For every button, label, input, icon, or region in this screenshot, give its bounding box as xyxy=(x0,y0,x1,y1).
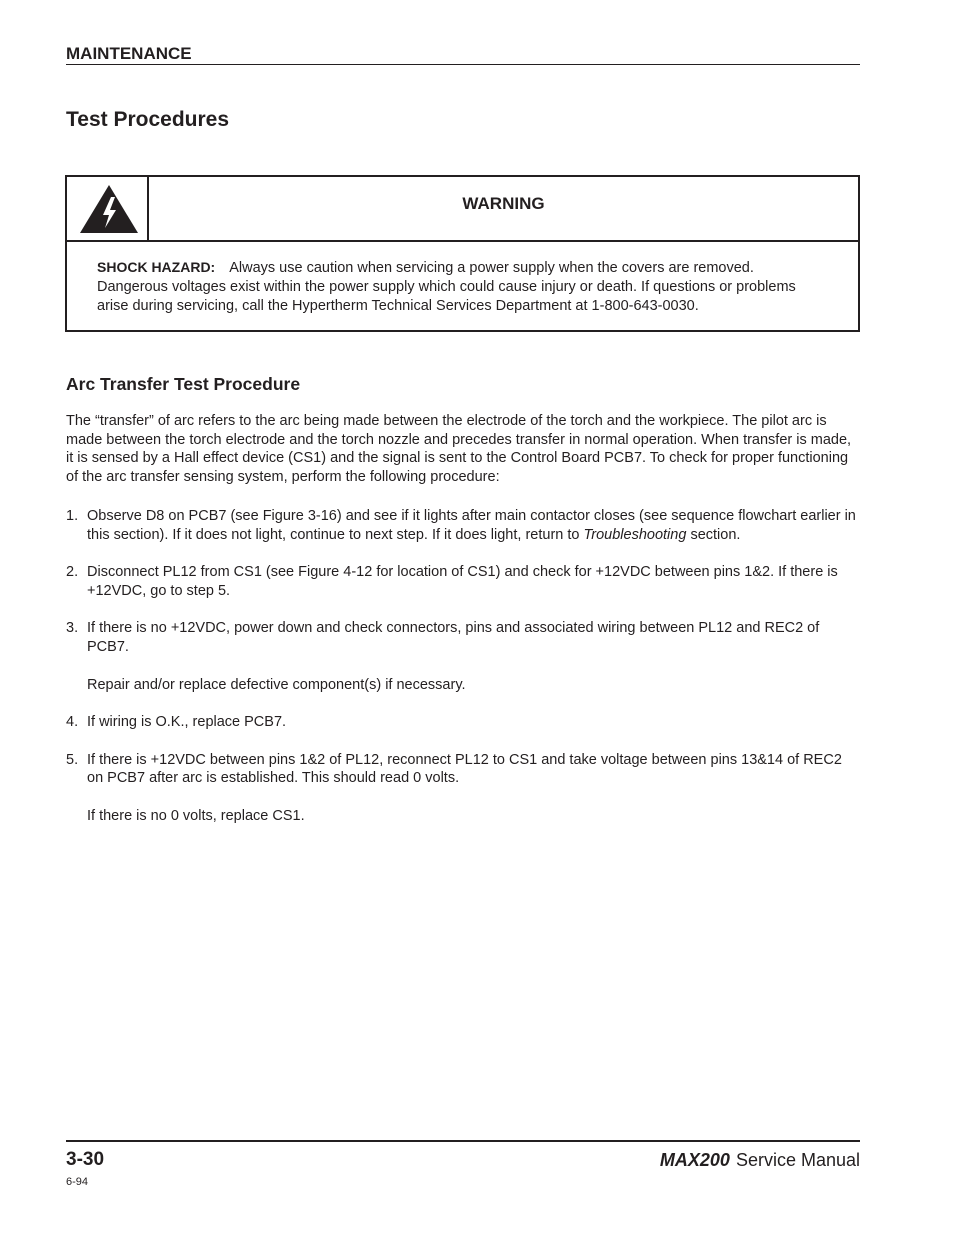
footer-rule xyxy=(66,1140,860,1142)
procedure-step-1 xyxy=(66,507,860,544)
step-text: Observe D8 on PCB7 (see Figure 3-16) and see if it lights after main contactor closes (see sequence flowchart earlier in this section). If it does not light, continue to next step. If it does light, return to xyxy=(87,508,856,543)
procedure-steps xyxy=(66,507,860,826)
step-number: 2. xyxy=(66,564,79,581)
warning-text xyxy=(97,258,827,316)
warning-body: Always use caution when servicing a power supply when the covers are removed. Dangerous voltages exist within the power supply which could cause injury or death. If questions or problems arise during servicing, call the Hypertherm Technical Services Department at 1-800-643-0030. xyxy=(97,260,796,314)
procedure-step-2 xyxy=(66,563,860,600)
step-text: If there is +12VDC between pins 1&2 of PL12, reconnect PL12 to CS1 and take voltage between pins 13&14 of REC2 on PCB7 after arc is established. This should read 0 volts. xyxy=(87,751,842,787)
page-number: 3-30 xyxy=(66,1149,105,1170)
step-5-note: If there is no 0 volts, replace CS1. xyxy=(87,807,305,824)
step-3-note: Repair and/or replace defective component(s) if necessary. xyxy=(87,676,466,693)
shock-hazard-icon xyxy=(78,183,140,235)
revision-date: 6-94 xyxy=(66,1176,89,1188)
procedure-step-5 xyxy=(66,751,860,788)
manual-name: Service Manual xyxy=(735,1150,860,1170)
model-name: MAX200 xyxy=(659,1150,730,1170)
warning-title: WARNING xyxy=(462,194,545,213)
procedure-step-3 xyxy=(66,619,860,656)
procedure-step-4 xyxy=(66,713,860,732)
step-text: Disconnect PL12 from CS1 (see Figure 4-12 for location of CS1) and check for +12VDC between pins 1&2. If there is +12VDC, go to step 5. xyxy=(87,564,838,599)
step-number: 1. xyxy=(66,508,79,524)
arc-transfer-title: Arc Transfer Test Procedure xyxy=(66,374,301,394)
manual-title xyxy=(660,1148,860,1172)
step-number: 4. xyxy=(66,714,79,731)
step-text: If wiring is O.K., replace PCB7. xyxy=(87,714,287,731)
step-text-end: section. xyxy=(686,526,741,543)
page-title: Test Procedures xyxy=(66,108,230,131)
warning-box xyxy=(65,175,860,332)
arc-transfer-intro: The “transfer” of arc refers to the arc being made between the electrode of the torch and the workpiece. The pilot arc is made between the torch electrode and the torch nozzle and precedes transfer in normal operation. When transfer is made, it is sensed by a Hall effect device (CS1) and the signal is sent to the Control Board PCB7. To check for proper functioning of the arc transfer sensing system, perform the following procedure: xyxy=(66,413,852,485)
step-number: 3. xyxy=(66,620,79,637)
troubleshooting-reference: Troubleshooting xyxy=(583,526,687,543)
warning-divider xyxy=(67,240,858,242)
shock-hazard-label: SHOCK HAZARD: xyxy=(97,259,216,275)
step-number: 5. xyxy=(66,751,79,768)
step-text: If there is no +12VDC, power down and check connectors, pins and associated wiring between PL12 and REC2 of PCB7. xyxy=(87,620,820,655)
section-header: MAINTENANCE xyxy=(66,43,860,65)
warning-icon-cell xyxy=(67,177,149,240)
